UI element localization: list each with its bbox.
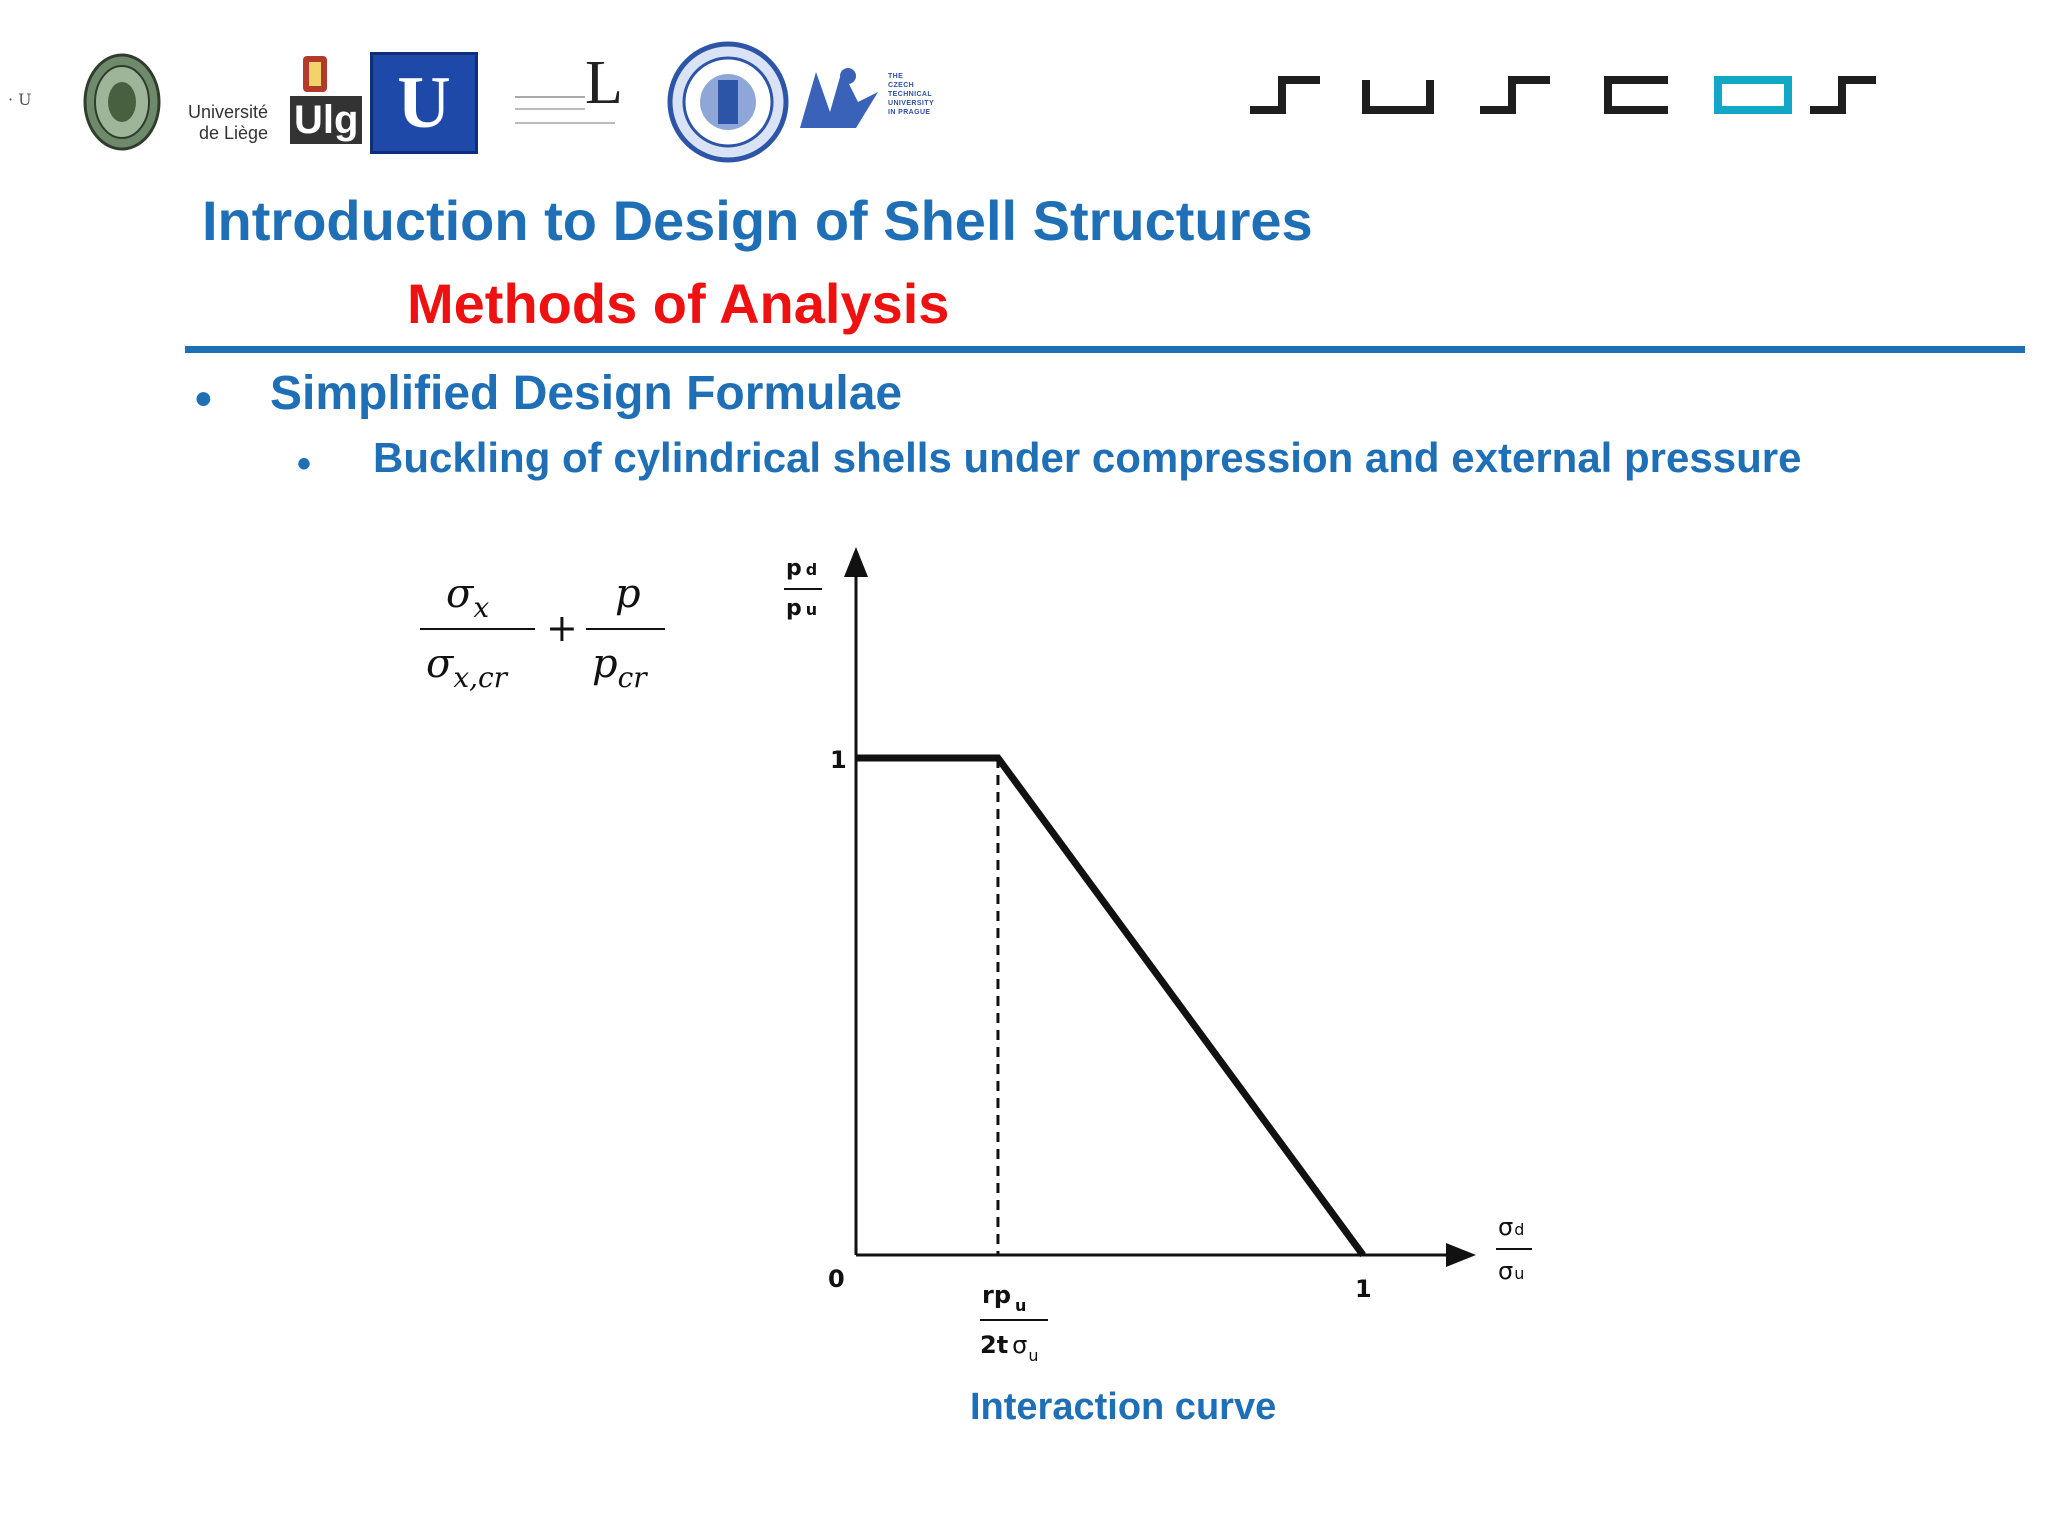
title-divider — [185, 346, 2025, 353]
liege-line-2: de Liège — [198, 123, 269, 143]
x-tick-label: 1 — [1355, 1275, 1372, 1303]
y-axis-label-numerator: p d — [786, 556, 818, 581]
seal-logo-2 — [666, 40, 790, 164]
czech-technical-university-logo — [796, 62, 882, 134]
chart-caption: Interaction curve — [970, 1386, 1277, 1428]
x-marker-label-denominator: 2t $\sigma_u$ — [980, 1331, 1039, 1365]
origin-label: 0 — [828, 1265, 845, 1293]
l-university-logo — [515, 49, 640, 126]
x-axis-label-denominator: σu — [1498, 1257, 1525, 1285]
slide-subtitle: Methods of Analysis — [407, 272, 950, 335]
ctu-line: IN PRAGUE — [888, 109, 931, 116]
liege-university-logo — [188, 102, 268, 144]
interaction-equation — [410, 565, 680, 715]
equation-operator: + — [546, 606, 578, 650]
ulg-logo: Ulg — [290, 96, 362, 144]
l-logo-letter: L — [585, 49, 623, 117]
x-axis-label-numerator: σd — [1498, 1213, 1525, 1241]
ctu-line: CZECH — [888, 82, 915, 89]
liege-crest-icon — [300, 52, 330, 96]
bullet-marker: • — [297, 442, 312, 486]
liege-line-1: Université — [188, 102, 269, 122]
equation-denominator-1: $\sigma_{x,cr}$ — [426, 641, 508, 694]
interaction-curve-line — [856, 758, 1363, 1255]
interaction-curve-chart — [760, 535, 1580, 1375]
ctu-line: THE — [888, 73, 904, 80]
bullet-buckling-cylindrical-shells: Buckling of cylindrical shells under compression and external pressure — [373, 434, 1802, 481]
u-logo-letter: U — [397, 61, 451, 144]
equation-numerator-2: p — [615, 571, 641, 617]
ctu-line: UNIVERSITY — [888, 100, 935, 107]
y-axis-label-denominator: p u — [786, 596, 818, 621]
x-marker-label-numerator: rp $_u$ — [982, 1281, 1027, 1315]
u-university-logo — [370, 52, 478, 154]
slide-title: Introduction to Design of Shell Structures — [202, 189, 1313, 252]
bullet-simplified-design-formulae: Simplified Design Formulae — [270, 367, 903, 420]
equation-numerator-1: $\sigma_x$ — [446, 571, 490, 624]
equation-denominator-2: $p_{cr}$ — [592, 641, 647, 694]
y-tick-label: 1 — [830, 746, 847, 774]
y-axis-arrow-icon — [844, 547, 868, 577]
ctu-line: TECHNICAL — [888, 91, 933, 98]
x-axis-arrow-icon — [1446, 1243, 1476, 1267]
logo-fragment: · U — [8, 90, 32, 109]
bullet-marker: • — [195, 373, 212, 426]
suscos-brand-logo — [1248, 72, 1878, 118]
ctu-text — [888, 72, 934, 117]
seal-logo-1 — [82, 52, 162, 152]
